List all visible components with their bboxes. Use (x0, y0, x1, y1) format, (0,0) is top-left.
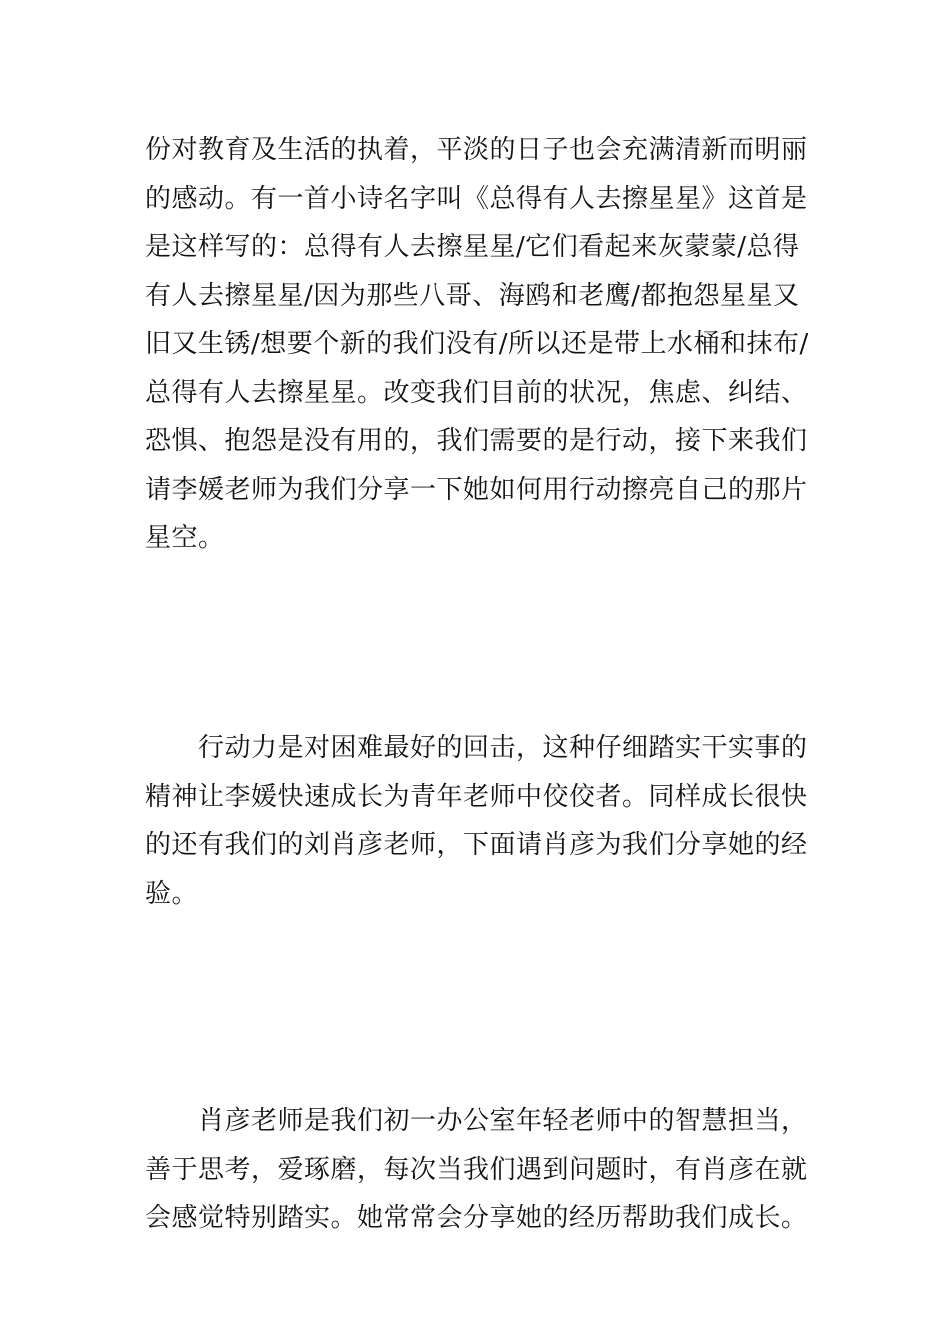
text-line: 的感动。有一首小诗名字叫《总得有人去擦星星》这首是 (145, 183, 808, 214)
text-line: 精神让李媛快速成长为青年老师中佼佼者。同样成长很快 (145, 781, 808, 812)
text-line: 份对教育及生活的执着，平淡的日子也会充满清新而明丽 (145, 135, 808, 165)
text-line: 善于思考，爱琢磨，每次当我们遇到问题时，有肖彦在就 (145, 1154, 808, 1185)
text-line: 有人去擦星星/因为那些八哥、海鸥和老鹰/都抱怨星星又 (145, 280, 800, 311)
text-line: 验。 (145, 878, 199, 909)
text-line: 肖彦老师是我们初一办公室年轻老师中的智慧担当， (198, 1106, 808, 1136)
paragraph-3 (145, 1097, 810, 1243)
text-line: 旧又生锈/想要个新的我们没有/所以还是带上水桶和抹布/ (145, 329, 809, 359)
paragraph-1 (145, 126, 810, 563)
text-line: 恐惧、抱怨是没有用的，我们需要的是行动，接下来我们 (145, 426, 808, 456)
text-line: 请李媛老师为我们分享一下她如何用行动擦亮自己的那片 (145, 474, 808, 505)
text-line: 行动力是对困难最好的回击，这种仔细踏实干实事的 (198, 733, 808, 763)
text-line: 总得有人去擦星星。改变我们目前的状况，焦虑、纠结、 (145, 377, 808, 408)
text-line: 的还有我们的刘肖彦老师，下面请肖彦为我们分享她的经 (145, 830, 808, 860)
text-line: 会感觉特别踏实。她常常会分享她的经历帮助我们成长。 (145, 1203, 808, 1233)
text-line: 星空。 (145, 523, 225, 553)
paragraph-2 (145, 724, 810, 918)
text-line: 是这样写的：总得有人去擦星星/它们看起来灰蒙蒙/总得 (145, 232, 800, 262)
